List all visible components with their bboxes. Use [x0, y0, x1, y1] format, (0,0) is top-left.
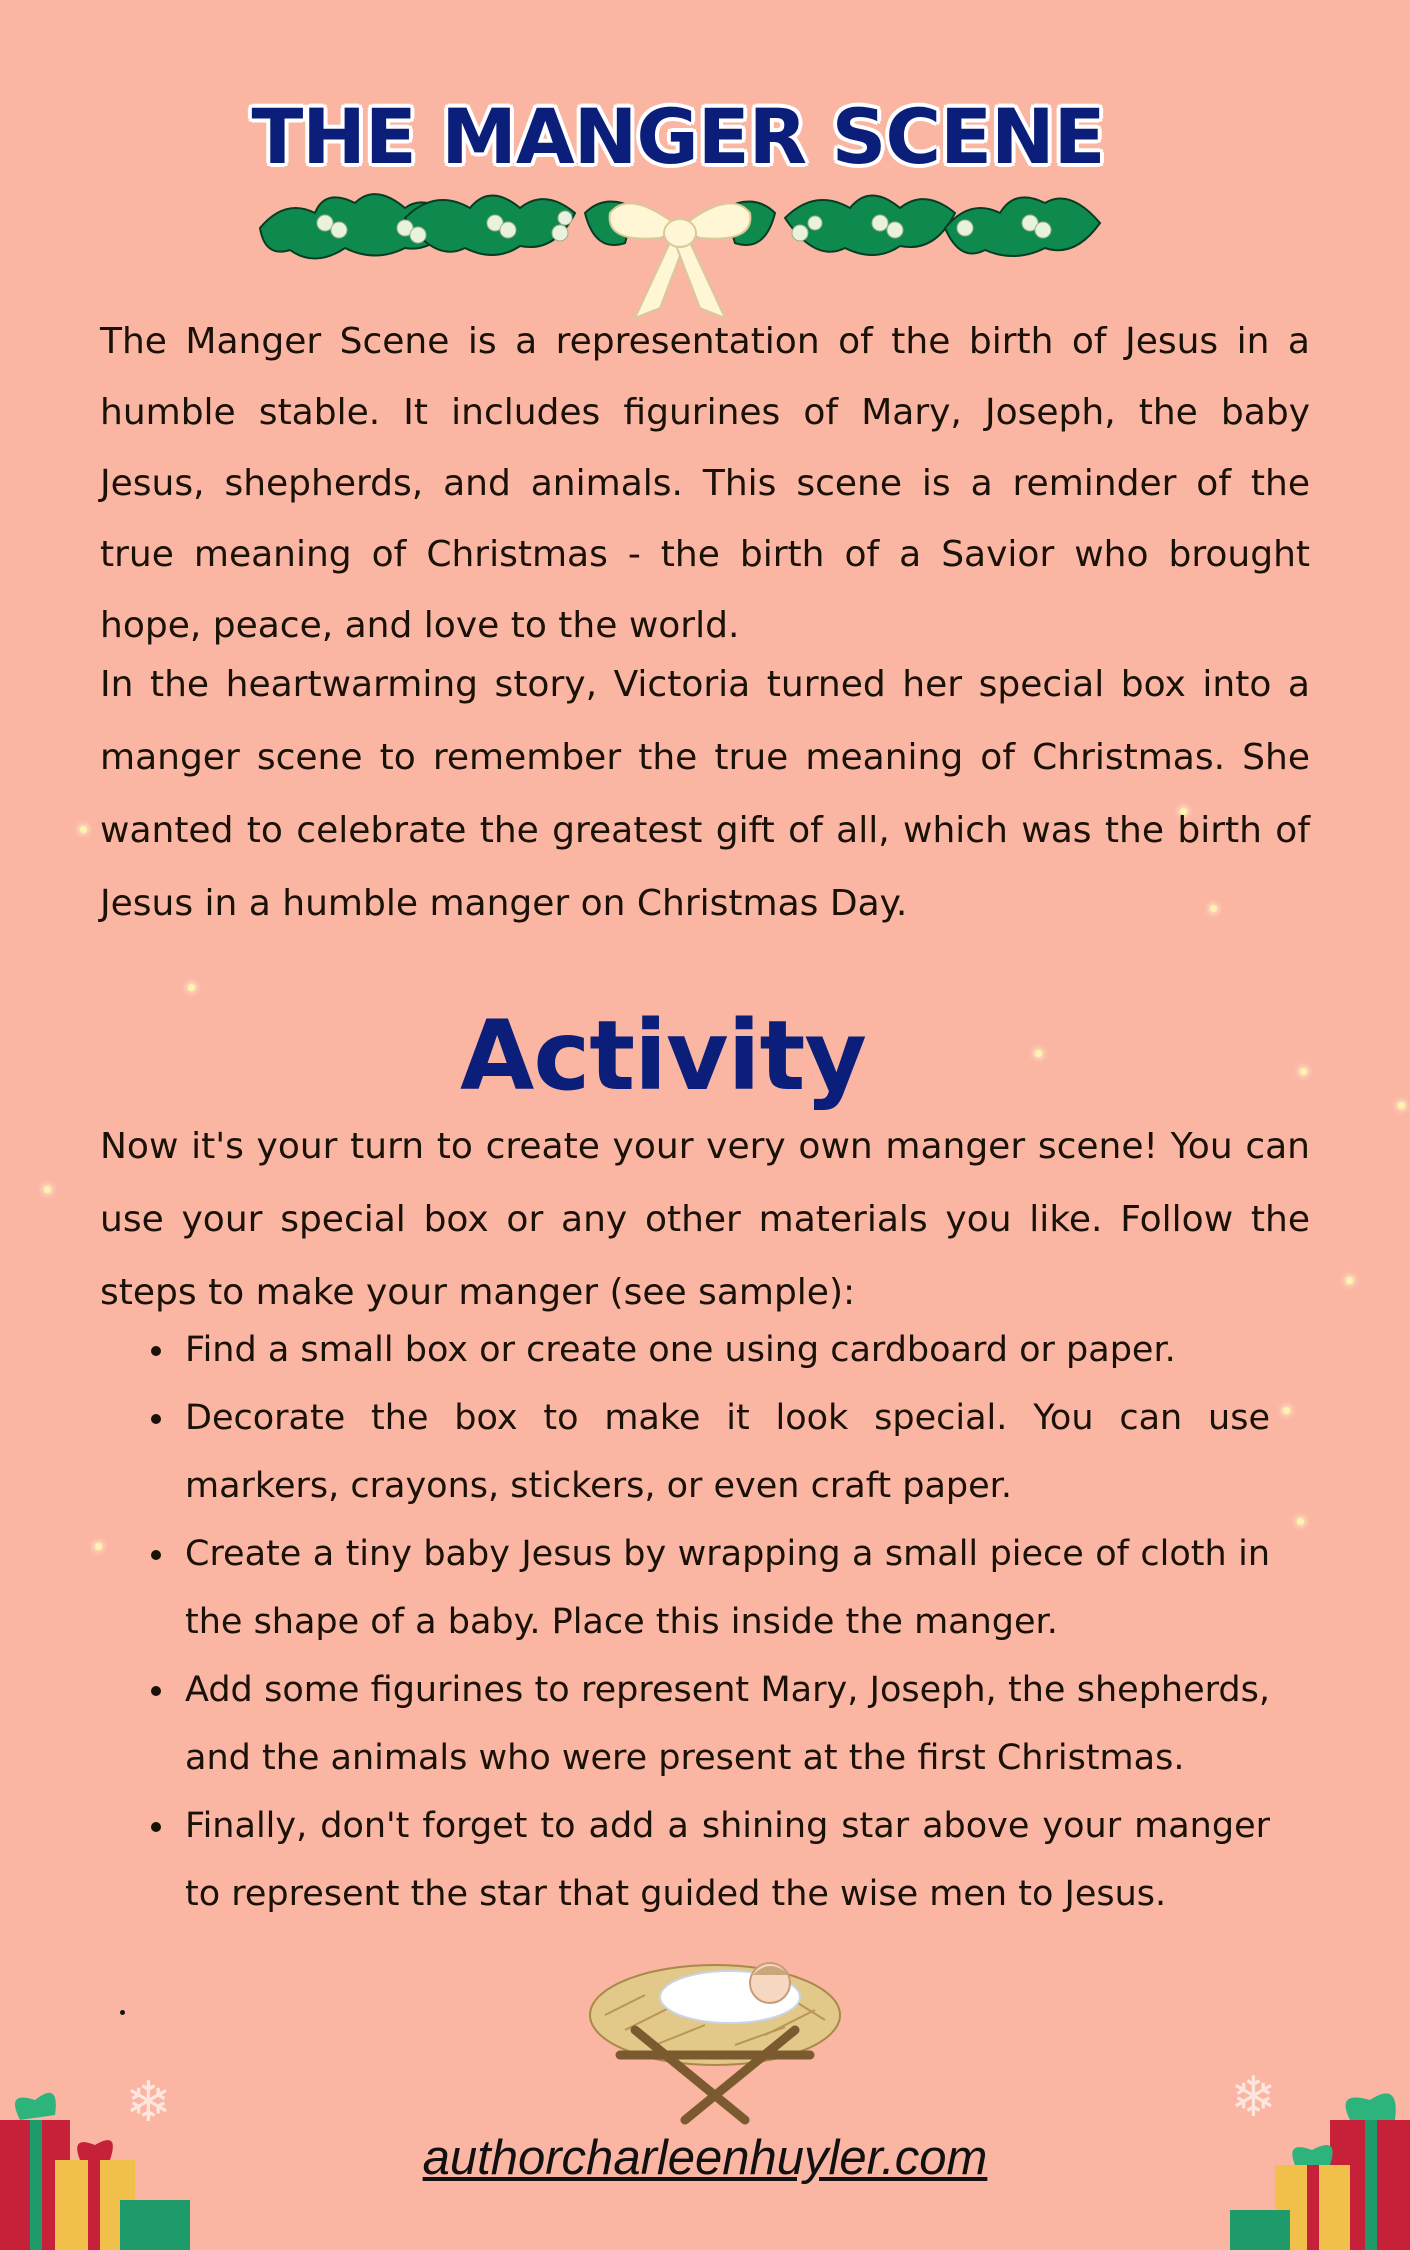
sparkle: [44, 1186, 51, 1193]
sparkle: [80, 826, 87, 833]
story-paragraph: In the heartwarming story, Victoria turned her special box into a manger scene to remember the true meaning of Christmas. She wanted to celebrate the greatest gift of all, which was the birth of Jesus in a humble manger on Christmas Day.: [100, 664, 1310, 924]
list-item: Decorate the box to make it look special. You can use markers, crayons, stickers, or even craft paper.: [145, 1384, 1270, 1520]
intro-paragraph: The Manger Scene is a representation of the birth of Jesus in a humble stable. It includes figurines of Mary, Joseph, the baby Jesus, shepherds, and animals. This scene is a reminder of the true meaning of Christmas - the birth of a Savior who brought hope, peace, and love to the world.: [100, 321, 1310, 646]
sparkle: [188, 984, 195, 991]
list-item: Add some figurines to represent Mary, Joseph, the shepherds, and the animals who were present at the first Christmas.: [145, 1656, 1270, 1792]
page-title: THE MANGER SCENE: [251, 92, 1105, 181]
sparkle: [1297, 1518, 1304, 1525]
activity-heading: Activity: [460, 1000, 866, 1112]
activity-intro: Now it's your turn to create your very own manger scene! You can use your special box or any other materials you like. Follow the steps to make your manger (see sample):: [100, 1126, 1310, 1313]
list-item: Finally, don't forget to add a shining star above your manger to represent the star that guided the wise men to Jesus.: [145, 1792, 1270, 1928]
list-item: Create a tiny baby Jesus by wrapping a small piece of cloth in the shape of a baby. Place this inside the manger.: [145, 1520, 1270, 1656]
snowflake-icon: ❄: [125, 2070, 172, 2135]
stray-dot: [120, 2010, 125, 2015]
ribbon-bow-icon: [610, 203, 751, 318]
snowflake-icon: ❄: [1230, 2065, 1277, 2130]
manger-baby-icon: [585, 1935, 845, 2130]
steps-list: [145, 1316, 1270, 1928]
sparkle: [1398, 1102, 1405, 1109]
sparkle: [1346, 1277, 1353, 1284]
list-item: Find a small box or create one using cardboard or paper.: [145, 1316, 1270, 1384]
sparkle: [1283, 1407, 1290, 1414]
website-link[interactable]: authorcharleenhuyler.com: [422, 2131, 988, 2185]
sparkle: [95, 1543, 102, 1550]
